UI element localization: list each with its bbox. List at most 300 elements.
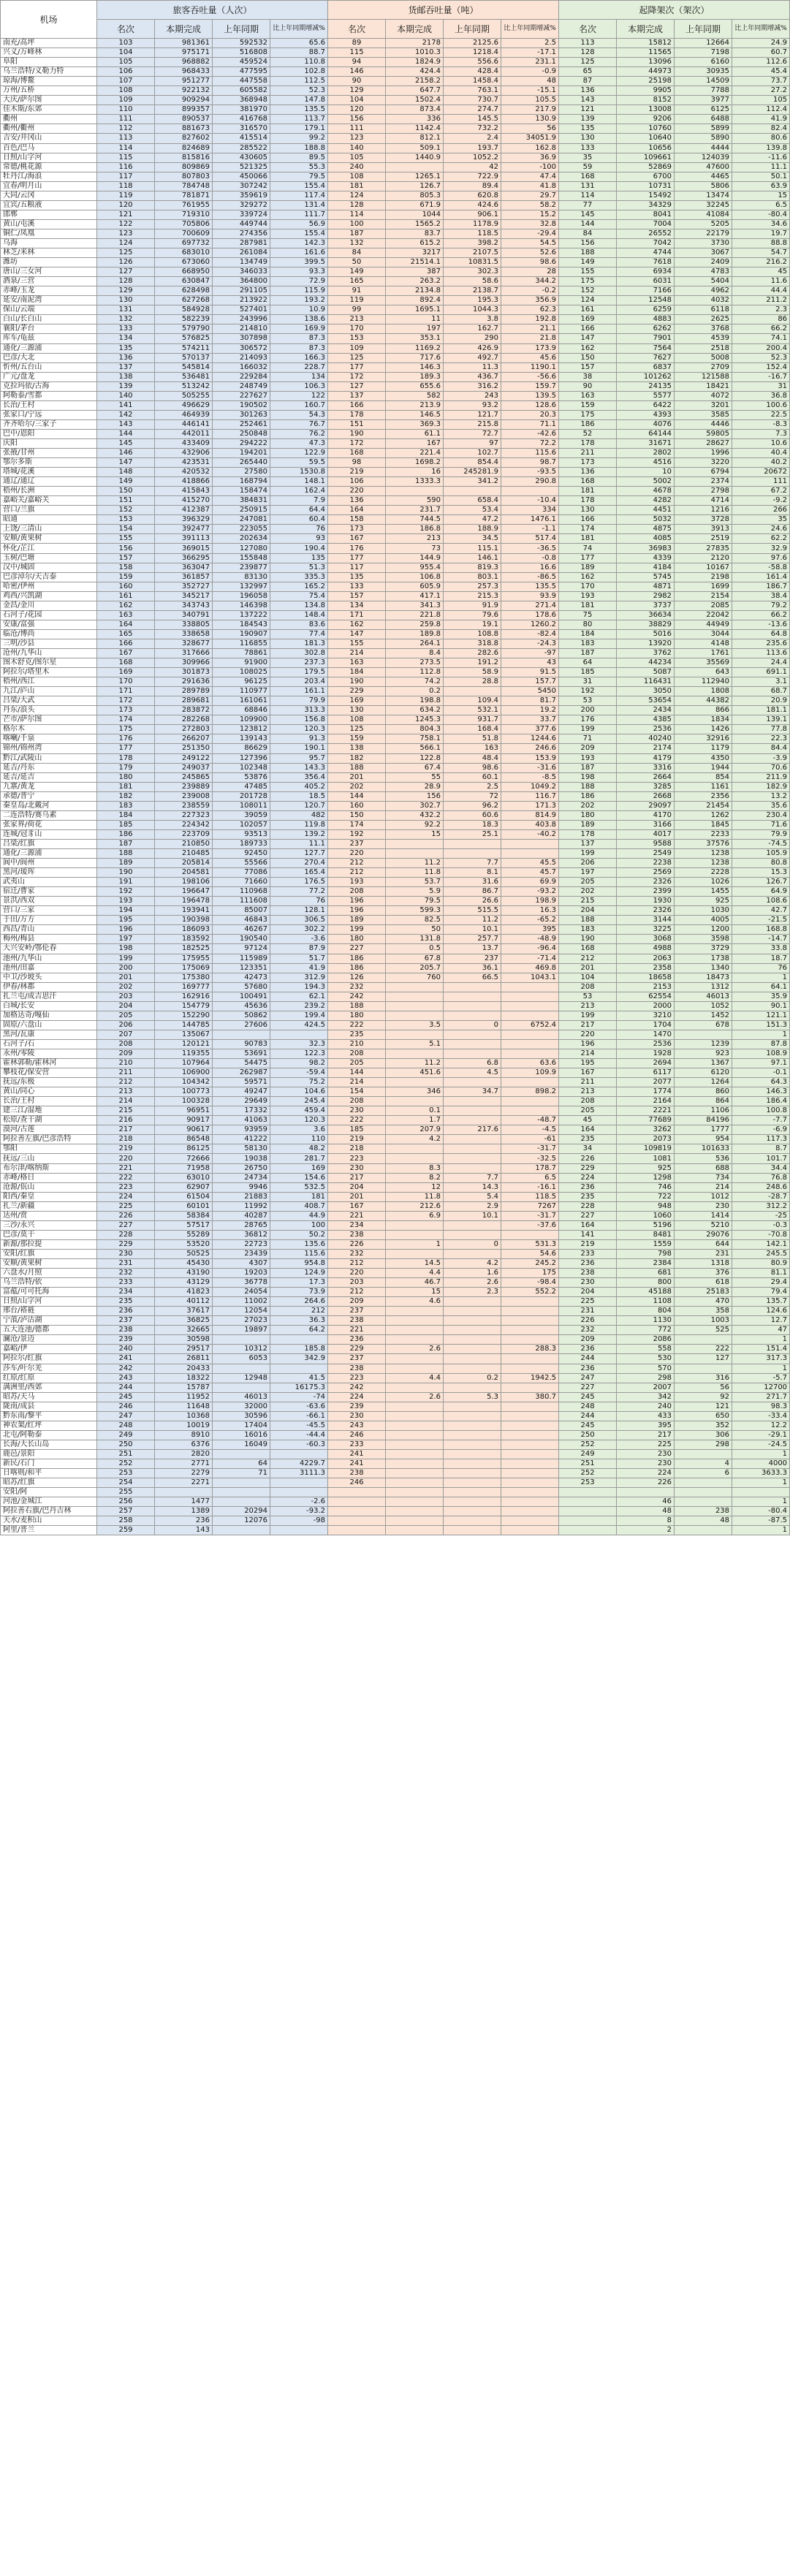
cargo-lastyear (444, 1411, 501, 1421)
passenger-current: 41823 (155, 1288, 213, 1297)
passenger-change: 79.9 (270, 696, 328, 706)
cargo-current: 264.1 (386, 639, 444, 648)
airport-name: 怀化/芷江 (1, 544, 97, 553)
movements-lastyear: 1052 (675, 1001, 732, 1011)
cargo-change: 81.7 (501, 696, 559, 706)
airport-name: 景洪/西双 (1, 897, 97, 906)
passenger-change: 147.8 (270, 96, 328, 105)
movements-lastyear: 2356 (675, 791, 732, 801)
movements-lastyear: 1161 (675, 782, 732, 791)
movements-current: 11565 (617, 48, 675, 58)
passenger-lastyear: 339724 (213, 210, 270, 219)
cargo-lastyear: 146.1 (444, 553, 501, 563)
cargo-change: -31.6 (501, 763, 559, 772)
movements-change: 66.2 (732, 324, 790, 334)
table-row (1, 1144, 790, 1154)
movements-lastyear: 1367 (675, 1059, 732, 1068)
passenger-current: 236 (155, 1516, 213, 1526)
movements-lastyear: 1944 (675, 763, 732, 772)
movements-rank (559, 1497, 617, 1507)
movements-current: 44973 (617, 67, 675, 77)
movements-change: 27.2 (732, 86, 790, 96)
cargo-lastyear: 1218.4 (444, 48, 501, 58)
passenger-rank: 219 (97, 1144, 155, 1154)
cargo-change (501, 1354, 559, 1364)
passenger-current: 291636 (155, 677, 213, 687)
movements-current: 36634 (617, 610, 675, 620)
passenger-change (270, 1449, 328, 1459)
passenger-rank: 215 (97, 1106, 155, 1116)
cargo-change (501, 1488, 559, 1497)
movements-rank: 104 (559, 973, 617, 982)
movements-current: 772 (617, 1326, 675, 1335)
movements-lastyear: 231 (675, 1249, 732, 1258)
cargo-change (501, 1411, 559, 1421)
airport-name: 赤峰/玉龙 (1, 286, 97, 296)
passenger-current: 630847 (155, 277, 213, 286)
movements-change: 101.7 (732, 1154, 790, 1163)
passenger-change: 312.9 (270, 973, 328, 982)
movements-current: 6117 (617, 1068, 675, 1078)
cargo-rank: 196 (328, 906, 386, 916)
passenger-change (270, 1488, 328, 1497)
cargo-current: 79.5 (386, 897, 444, 906)
cargo-lastyear: 34.5 (444, 534, 501, 544)
passenger-rank: 231 (97, 1259, 155, 1269)
passenger-current: 442011 (155, 429, 213, 438)
airport-name: 延吉/丹东 (1, 763, 97, 772)
movements-current: 2238 (617, 859, 675, 868)
movements-rank: 195 (559, 1059, 617, 1068)
passenger-rank: 242 (97, 1364, 155, 1373)
passenger-change: 162.4 (270, 487, 328, 496)
movements-current: 62554 (617, 992, 675, 1001)
cargo-current: 50 (386, 925, 444, 935)
airport-name: 黑河/瑷珲 (1, 868, 97, 878)
cargo-change: 63.6 (501, 1059, 559, 1068)
movements-rank: 157 (559, 362, 617, 372)
cargo-current: 2.6 (386, 1392, 444, 1402)
movements-lastyear: 358 (675, 1307, 732, 1316)
passenger-change: 156.8 (270, 715, 328, 725)
cargo-change: -71.4 (501, 954, 559, 963)
table-row (1, 601, 790, 610)
table-row (1, 1526, 790, 1535)
cargo-change: -48.9 (501, 935, 559, 944)
movements-current: 3144 (617, 916, 675, 925)
passenger-current: 827602 (155, 134, 213, 143)
movements-change: -80.4 (732, 210, 790, 219)
passenger-lastyear: 77086 (213, 868, 270, 878)
cargo-change (501, 1049, 559, 1058)
cargo-rank: 167 (328, 1201, 386, 1211)
cargo-lastyear (444, 1106, 501, 1116)
passenger-rank: 117 (97, 172, 155, 181)
movements-lastyear: 84196 (675, 1116, 732, 1125)
cargo-change (501, 1364, 559, 1373)
passenger-change: 179.5 (270, 668, 328, 677)
airport-name: 六盘水/月照 (1, 1269, 97, 1278)
movements-current: 116431 (617, 677, 675, 687)
cargo-lastyear: 931.7 (444, 715, 501, 725)
cargo-lastyear: 243 (444, 391, 501, 400)
passenger-rank: 257 (97, 1507, 155, 1516)
passenger-rank: 147 (97, 458, 155, 468)
passenger-change: 48.2 (270, 1144, 328, 1154)
cargo-rank: 147 (328, 629, 386, 639)
passenger-lastyear: 6053 (213, 1354, 270, 1364)
cargo-change: -0.9 (501, 67, 559, 77)
passenger-lastyear: 12054 (213, 1307, 270, 1316)
passenger-current: 340791 (155, 610, 213, 620)
passenger-lastyear: 11992 (213, 1201, 270, 1211)
table-row (1, 1345, 790, 1354)
movements-rank: 199 (559, 725, 617, 734)
movements-current: 2 (617, 1526, 675, 1535)
movements-lastyear: 48 (675, 1516, 732, 1526)
passenger-change: 79.5 (270, 172, 328, 181)
passenger-current: 361857 (155, 572, 213, 582)
table-row (1, 391, 790, 400)
airport-name: 铜仁/凤凰 (1, 229, 97, 238)
movements-current: 530 (617, 1354, 675, 1364)
table-row (1, 1211, 790, 1220)
table-row (1, 839, 790, 848)
movements-rank: 211 (559, 449, 617, 458)
table-row (1, 982, 790, 992)
movements-lastyear: 3220 (675, 458, 732, 468)
passenger-current: 951277 (155, 77, 213, 86)
passenger-current: 152290 (155, 1011, 213, 1020)
cargo-rank: 163 (328, 658, 386, 668)
passenger-current: 154779 (155, 1001, 213, 1011)
airport-name: 巴彦/大北 (1, 353, 97, 362)
cargo-current (386, 162, 444, 172)
passenger-change: 237.3 (270, 658, 328, 668)
passenger-rank: 194 (97, 906, 155, 916)
movements-lastyear: 59805 (675, 429, 732, 438)
passenger-lastyear: 359619 (213, 191, 270, 200)
passenger-lastyear: 53876 (213, 772, 270, 782)
cargo-lastyear: 118.5 (444, 229, 501, 238)
passenger-change: 424.5 (270, 1020, 328, 1030)
cargo-lastyear (444, 839, 501, 848)
movements-change: 161.4 (732, 572, 790, 582)
cargo-current: 4.4 (386, 1373, 444, 1383)
airport-name: 图木舒克/图尔星 (1, 658, 97, 668)
movements-current: 6259 (617, 305, 675, 315)
cargo-change: -48.7 (501, 1116, 559, 1125)
cargo-rank: 230 (328, 1106, 386, 1116)
cargo-current: 11.2 (386, 1059, 444, 1068)
movements-change: 41.9 (732, 115, 790, 124)
cargo-lastyear (444, 487, 501, 496)
passenger-rank: 247 (97, 1411, 155, 1421)
passenger-current: 43129 (155, 1278, 213, 1288)
passenger-change: 77.2 (270, 887, 328, 897)
airport-name: 沧源/佤山 (1, 1182, 97, 1192)
movements-rank: 164 (559, 1220, 617, 1230)
passenger-rank: 254 (97, 1478, 155, 1488)
movements-rank: 175 (559, 277, 617, 286)
cargo-current: 144.9 (386, 553, 444, 563)
movements-rank: 224 (559, 1173, 617, 1182)
movements-current: 4085 (617, 534, 675, 544)
movements-current: 9206 (617, 115, 675, 124)
airport-name: 抚远/三山 (1, 1154, 97, 1163)
movements-rank: 209 (559, 1335, 617, 1345)
table-row (1, 362, 790, 372)
passenger-lastyear: 19897 (213, 1326, 270, 1335)
airport-name: 宿迁/曹家 (1, 887, 97, 897)
passenger-change: 399.5 (270, 258, 328, 267)
cargo-change: -31.7 (501, 1144, 559, 1154)
movements-lastyear (675, 1526, 732, 1535)
cargo-rank: 135 (328, 572, 386, 582)
table-row (1, 944, 790, 954)
movements-rank: 200 (559, 706, 617, 715)
passenger-current: 627268 (155, 296, 213, 305)
passenger-change: 154.6 (270, 1173, 328, 1182)
passenger-rank: 213 (97, 1087, 155, 1097)
cargo-lastyear (444, 1220, 501, 1230)
airport-name: 莎车/叶尔羌 (1, 1364, 97, 1373)
passenger-change: 169.9 (270, 324, 328, 334)
airport-name: 天水/麦积山 (1, 1516, 97, 1526)
cargo-current: 4.6 (386, 1297, 444, 1307)
passenger-rank: 253 (97, 1469, 155, 1478)
movements-current: 342 (617, 1392, 675, 1402)
passenger-current: 968433 (155, 67, 213, 77)
passenger-lastyear: 250848 (213, 429, 270, 438)
passenger-change: 120.3 (270, 1116, 328, 1125)
table-row (1, 1011, 790, 1020)
cargo-lastyear: 398.2 (444, 238, 501, 248)
movements-current: 4179 (617, 753, 675, 763)
passenger-change: -63.6 (270, 1402, 328, 1411)
passenger-change: 181 (270, 1192, 328, 1201)
movements-change: 20.9 (732, 696, 790, 706)
cargo-rank: 201 (328, 772, 386, 782)
cargo-current (386, 1154, 444, 1163)
table-row (1, 96, 790, 105)
passenger-rank: 207 (97, 1030, 155, 1039)
passenger-current: 809869 (155, 162, 213, 172)
movements-rank: 168 (559, 944, 617, 954)
cargo-lastyear: 2138.7 (444, 286, 501, 296)
movements-current: 2434 (617, 706, 675, 715)
airport-name: 布尔津/喀纳斯 (1, 1163, 97, 1173)
cargo-lastyear: 47.2 (444, 515, 501, 525)
movements-lastyear: 44949 (675, 620, 732, 629)
movements-rank: 236 (559, 1345, 617, 1354)
table-row (1, 725, 790, 734)
passenger-lastyear: 223055 (213, 525, 270, 534)
movements-lastyear: 3598 (675, 935, 732, 944)
movements-lastyear: 1808 (675, 687, 732, 696)
passenger-rank: 240 (97, 1345, 155, 1354)
movements-change: -28.7 (732, 1192, 790, 1201)
cargo-lastyear (444, 1402, 501, 1411)
movements-lastyear: 214 (675, 1182, 732, 1192)
movements-lastyear: 4072 (675, 391, 732, 400)
movements-rank: 236 (559, 1259, 617, 1269)
cargo-rank: 190 (328, 429, 386, 438)
movements-lastyear: 25183 (675, 1288, 732, 1297)
cargo-lastyear (444, 1163, 501, 1173)
movements-change: 139.1 (732, 715, 790, 725)
cargo-current: 3.5 (386, 1020, 444, 1030)
cargo-current: 11.8 (386, 868, 444, 878)
passenger-rank: 187 (97, 839, 155, 848)
movements-current: 7004 (617, 219, 675, 229)
passenger-change: 190.4 (270, 544, 328, 553)
cargo-lastyear: 2.5 (444, 782, 501, 791)
cargo-lastyear: 318.8 (444, 639, 501, 648)
cargo-lastyear: 2107.5 (444, 248, 501, 258)
movements-current: 3225 (617, 925, 675, 935)
passenger-change: 16175.3 (270, 1383, 328, 1392)
cargo-lastyear: 426.9 (444, 343, 501, 353)
movements-rank: 245 (559, 1392, 617, 1402)
movements-lastyear: 352 (675, 1421, 732, 1430)
movements-current: 1704 (617, 1020, 675, 1030)
passenger-current: 574211 (155, 343, 213, 353)
movements-rank: 253 (559, 1478, 617, 1488)
cargo-lastyear: 854.4 (444, 458, 501, 468)
movements-change: 32.9 (732, 544, 790, 553)
passenger-change: -45.5 (270, 1421, 328, 1430)
movements-rank: 213 (559, 1087, 617, 1097)
passenger-current: 40112 (155, 1297, 213, 1307)
passenger-rank: 186 (97, 829, 155, 839)
movements-lastyear: 2154 (675, 591, 732, 601)
cargo-current: 599.3 (386, 906, 444, 916)
movements-change: 152.4 (732, 362, 790, 372)
movements-change: 98.3 (732, 1402, 790, 1411)
cargo-lastyear: 25.1 (444, 829, 501, 839)
movements-current: 1298 (617, 1173, 675, 1182)
cargo-change: -40.2 (501, 829, 559, 839)
table-row (1, 715, 790, 725)
passenger-lastyear: 381970 (213, 105, 270, 115)
movements-lastyear: 2228 (675, 868, 732, 878)
movements-current: 2326 (617, 878, 675, 887)
passenger-current: 8910 (155, 1430, 213, 1440)
movements-change: 40.4 (732, 449, 790, 458)
cargo-change: 1190.1 (501, 362, 559, 372)
cargo-current: 302.7 (386, 801, 444, 810)
table-row (1, 315, 790, 324)
cargo-rank: 176 (328, 544, 386, 553)
movements-change: 44.4 (732, 286, 790, 296)
movements-current: 2982 (617, 591, 675, 601)
cargo-lastyear: 89.4 (444, 181, 501, 191)
cargo-rank: 115 (328, 48, 386, 58)
movements-change: 35.6 (732, 801, 790, 810)
airport-name: 邢台/褡裢 (1, 1307, 97, 1316)
movements-rank: 183 (559, 639, 617, 648)
movements-current: 13008 (617, 105, 675, 115)
movements-rank: 178 (559, 829, 617, 839)
table-row (1, 353, 790, 362)
passenger-rank: 191 (97, 878, 155, 887)
passenger-lastyear: 158474 (213, 487, 270, 496)
passenger-lastyear (213, 1478, 270, 1488)
cargo-lastyear: 620.8 (444, 191, 501, 200)
cargo-lastyear (444, 1497, 501, 1507)
cargo-current: 189.3 (386, 372, 444, 381)
cargo-rank: 140 (328, 143, 386, 153)
cargo-rank: 220 (328, 848, 386, 858)
table-row (1, 544, 790, 553)
cargo-lastyear: 316.2 (444, 381, 501, 391)
passenger-current: 36825 (155, 1316, 213, 1326)
table-row (1, 200, 790, 210)
cargo-lastyear: 302.3 (444, 267, 501, 277)
movements-rank: 141 (559, 1230, 617, 1239)
cargo-lastyear: 532.1 (444, 706, 501, 715)
passenger-rank: 113 (97, 134, 155, 143)
passenger-lastyear: 214810 (213, 324, 270, 334)
cargo-current: 2178 (386, 39, 444, 48)
airport-name: 张家口/宁远 (1, 410, 97, 419)
movements-change: 12.7 (732, 1316, 790, 1326)
passenger-change: 99.2 (270, 134, 328, 143)
passenger-lastyear: 83130 (213, 572, 270, 582)
table-row (1, 162, 790, 172)
passenger-lastyear: 139143 (213, 734, 270, 744)
movements-rank: 184 (559, 629, 617, 639)
passenger-lastyear (213, 1030, 270, 1039)
passenger-lastyear: 28765 (213, 1220, 270, 1230)
movements-change: -3.9 (732, 753, 790, 763)
cargo-lastyear: 191.2 (444, 658, 501, 668)
cargo-lastyear: 730.7 (444, 96, 501, 105)
cargo-rank: 190 (328, 677, 386, 687)
cargo-lastyear: 51.8 (444, 734, 501, 744)
movements-change: 74.1 (732, 334, 790, 343)
cargo-change (501, 1478, 559, 1488)
passenger-lastyear: 527401 (213, 305, 270, 315)
movements-change: 79.4 (732, 1288, 790, 1297)
passenger-lastyear: 10312 (213, 1345, 270, 1354)
passenger-current: 249122 (155, 753, 213, 763)
cargo-change: 118.5 (501, 1192, 559, 1201)
table-row (1, 1201, 790, 1211)
cargo-lastyear (444, 1030, 501, 1039)
passenger-change: 44.9 (270, 1211, 328, 1220)
cargo-rank: 106 (328, 477, 386, 487)
passenger-lastyear: 247081 (213, 515, 270, 525)
movements-rank: 188 (559, 248, 617, 258)
passenger-rank: 230 (97, 1249, 155, 1258)
cargo-rank: 164 (328, 506, 386, 515)
passenger-lastyear: 316570 (213, 124, 270, 134)
cargo-current: 12 (386, 1182, 444, 1192)
movements-rank: 196 (559, 1039, 617, 1049)
passenger-change: 55.3 (270, 162, 328, 172)
passenger-change: 76.7 (270, 419, 328, 429)
cargo-lastyear: 245281.9 (444, 468, 501, 477)
movements-lastyear: 1030 (675, 906, 732, 916)
table-row (1, 277, 790, 286)
movements-current: 2569 (617, 868, 675, 878)
movements-current: 298 (617, 1373, 675, 1383)
cargo-current: 146.3 (386, 362, 444, 372)
passenger-lastyear: 45636 (213, 1001, 270, 1011)
cargo-rank: 199 (328, 925, 386, 935)
